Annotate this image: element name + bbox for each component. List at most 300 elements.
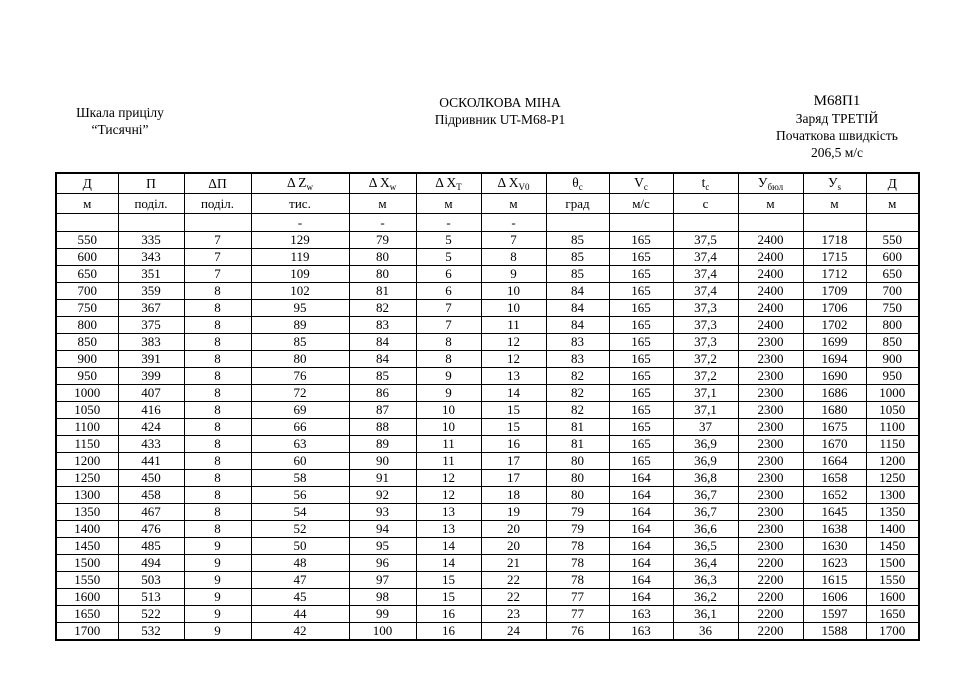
data-cell: 1500 [866,555,919,572]
data-cell: 1664 [803,453,866,470]
column-header-subscript: w [306,182,314,192]
table-row [56,538,919,555]
unit-cell: м [866,194,919,214]
data-cell: 494 [118,555,184,572]
data-cell: 367 [118,300,184,317]
column-header-subscript: c [578,182,583,192]
data-cell: 8 [184,351,251,368]
data-cell: 2300 [738,470,803,487]
data-cell: 37,5 [673,232,738,249]
dash-cell [184,214,251,232]
data-cell: 2400 [738,283,803,300]
data-cell: 13 [416,521,481,538]
data-cell: 19 [481,504,546,521]
table-row [56,623,919,641]
data-cell: 513 [118,589,184,606]
data-cell: 1630 [803,538,866,555]
data-cell: 1615 [803,572,866,589]
data-cell: 165 [609,402,673,419]
data-cell: 850 [866,334,919,351]
data-cell: 77 [546,589,609,606]
column-header-subscript: T [456,182,462,192]
data-cell: 2300 [738,487,803,504]
column-header: $\theta_c$ [546,173,609,194]
data-cell: 102 [251,283,349,300]
data-cell: 650 [866,266,919,283]
table-row [56,606,919,623]
data-cell: 12 [481,351,546,368]
data-cell: 89 [349,436,416,453]
data-cell: 37,4 [673,249,738,266]
table-row [56,487,919,504]
data-cell: 36,9 [673,453,738,470]
data-cell: 2200 [738,555,803,572]
data-cell: 165 [609,368,673,385]
data-cell: 50 [251,538,349,555]
data-cell: 15 [416,572,481,589]
data-cell: 522 [118,606,184,623]
dash-cell [56,214,118,232]
unit-cell: м [803,194,866,214]
data-cell: 36,9 [673,436,738,453]
data-cell: 2200 [738,623,803,641]
column-header: $У_s$ [803,173,866,194]
data-cell: 9 [184,538,251,555]
data-cell: 100 [349,623,416,641]
data-cell: 84 [546,300,609,317]
data-cell: 8 [184,470,251,487]
data-cell: 10 [481,300,546,317]
data-cell: 2300 [738,385,803,402]
data-cell: 1650 [866,606,919,623]
table-row [56,385,919,402]
data-cell: 96 [349,555,416,572]
data-cell: 37,3 [673,334,738,351]
data-cell: 1300 [866,487,919,504]
data-cell: 15 [481,402,546,419]
data-cell: 1150 [866,436,919,453]
table-row [56,351,919,368]
data-cell: 37,2 [673,351,738,368]
data-cell: 163 [609,623,673,641]
data-cell: 1550 [866,572,919,589]
data-cell: 8 [481,249,546,266]
data-cell: 9 [416,368,481,385]
column-header: Δ $Z_w$ [251,173,349,194]
data-cell: 81 [546,419,609,436]
data-cell: 76 [546,623,609,641]
data-cell: 2300 [738,453,803,470]
data-cell: 36,7 [673,487,738,504]
projectile-title: ОСКОЛКОВА МІНА [439,95,561,110]
data-cell: 1600 [56,589,118,606]
data-cell: 78 [546,572,609,589]
column-header-subscript: c [705,182,710,192]
data-cell: 8 [184,402,251,419]
data-cell: 16 [481,436,546,453]
data-cell: 7 [184,266,251,283]
data-cell: 8 [416,334,481,351]
data-cell: 165 [609,266,673,283]
data-cell: 359 [118,283,184,300]
data-cell: 1680 [803,402,866,419]
data-cell: 532 [118,623,184,641]
dash-cell [546,214,609,232]
data-cell: 165 [609,419,673,436]
data-cell: 90 [349,453,416,470]
data-cell: 84 [349,334,416,351]
data-cell: 1050 [56,402,118,419]
table-row [56,368,919,385]
data-cell: 72 [251,385,349,402]
data-cell: 1686 [803,385,866,402]
data-cell: 109 [251,266,349,283]
data-cell: 63 [251,436,349,453]
dash-row [56,214,919,232]
data-cell: 36,3 [673,572,738,589]
data-cell: 750 [866,300,919,317]
data-cell: 7 [416,317,481,334]
dash-cell [866,214,919,232]
data-cell: 85 [349,368,416,385]
data-cell: 165 [609,300,673,317]
data-cell: 89 [251,317,349,334]
data-cell: 22 [481,589,546,606]
data-cell: 66 [251,419,349,436]
fuze-subtitle: Підривник UT-M68-P1 [434,112,566,127]
data-cell: 164 [609,589,673,606]
data-cell: 99 [349,606,416,623]
data-cell: 2200 [738,589,803,606]
data-cell: 119 [251,249,349,266]
column-header: $У_{бюл}$ [738,173,803,194]
data-cell: 800 [56,317,118,334]
data-cell: 1694 [803,351,866,368]
data-cell: 750 [56,300,118,317]
data-cell: 22 [481,572,546,589]
column-header: Д [866,173,919,194]
sight-scale-line2: “Тисячні” [91,122,149,137]
data-cell: 600 [866,249,919,266]
data-cell: 900 [56,351,118,368]
data-cell: 1675 [803,419,866,436]
data-cell: 45 [251,589,349,606]
data-cell: 164 [609,521,673,538]
dash-cell: - [251,214,349,232]
data-cell: 24 [481,623,546,641]
data-cell: 2300 [738,538,803,555]
data-cell: 433 [118,436,184,453]
data-cell: 13 [481,368,546,385]
data-cell: 98 [349,589,416,606]
data-cell: 165 [609,351,673,368]
data-cell: 77 [546,606,609,623]
data-cell: 2300 [738,504,803,521]
data-cell: 1715 [803,249,866,266]
data-cell: 37 [673,419,738,436]
charge-label: Заряд ТРЕТІЙ [795,111,879,126]
data-cell: 79 [546,504,609,521]
data-cell: 165 [609,232,673,249]
data-cell: 2300 [738,334,803,351]
dash-cell [803,214,866,232]
data-cell: 12 [416,470,481,487]
data-cell: 8 [184,300,251,317]
data-cell: 83 [349,317,416,334]
data-cell: 80 [251,351,349,368]
data-cell: 467 [118,504,184,521]
data-cell: 36,4 [673,555,738,572]
data-cell: 1000 [866,385,919,402]
data-cell: 80 [546,487,609,504]
dash-cell: - [349,214,416,232]
data-cell: 1606 [803,589,866,606]
data-cell: 8 [184,504,251,521]
data-cell: 1650 [56,606,118,623]
sight-scale-line1: Шкала прицілу [76,105,164,120]
data-cell: 1623 [803,555,866,572]
unit-cell: поділ. [184,194,251,214]
data-cell: 2300 [738,436,803,453]
data-cell: 13 [416,504,481,521]
column-header: $t_c$ [673,173,738,194]
data-cell: 163 [609,606,673,623]
data-cell: 10 [481,283,546,300]
data-cell: 600 [56,249,118,266]
data-cell: 11 [416,436,481,453]
data-cell: 900 [866,351,919,368]
column-header: $V_c$ [609,173,673,194]
column-symbol-row [56,173,919,194]
data-cell: 1000 [56,385,118,402]
data-cell: 85 [251,334,349,351]
data-cell: 78 [546,538,609,555]
unit-cell: м [481,194,546,214]
data-cell: 36,8 [673,470,738,487]
data-cell: 700 [56,283,118,300]
data-cell: 36,1 [673,606,738,623]
dash-cell [118,214,184,232]
data-cell: 351 [118,266,184,283]
data-cell: 8 [184,317,251,334]
firing-table [55,172,920,641]
data-cell: 88 [349,419,416,436]
data-cell: 36,2 [673,589,738,606]
data-cell: 36 [673,623,738,641]
unit-cell: м [738,194,803,214]
column-header-subscript: c [643,182,648,192]
data-cell: 95 [349,538,416,555]
data-cell: 12 [416,487,481,504]
data-cell: 83 [546,351,609,368]
data-cell: 82 [546,402,609,419]
table-row [56,419,919,436]
data-cell: 165 [609,436,673,453]
data-cell: 17 [481,453,546,470]
data-cell: 14 [416,538,481,555]
table-row [56,572,919,589]
data-cell: 37,1 [673,385,738,402]
data-cell: 1588 [803,623,866,641]
table-row [56,589,919,606]
data-cell: 81 [546,436,609,453]
data-cell: 8 [184,419,251,436]
data-cell: 93 [349,504,416,521]
data-cell: 1700 [56,623,118,641]
data-cell: 8 [184,334,251,351]
data-cell: 20 [481,521,546,538]
data-cell: 36,7 [673,504,738,521]
data-cell: 1200 [56,453,118,470]
data-cell: 165 [609,317,673,334]
data-cell: 164 [609,487,673,504]
table-row [56,453,919,470]
data-cell: 81 [349,283,416,300]
data-cell: 21 [481,555,546,572]
charge-header [728,93,946,161]
data-cell: 56 [251,487,349,504]
data-cell: 2300 [738,351,803,368]
data-cell: 8 [184,385,251,402]
data-cell: 60 [251,453,349,470]
data-cell: 9 [184,606,251,623]
data-cell: 1100 [56,419,118,436]
data-cell: 164 [609,572,673,589]
data-cell: 650 [56,266,118,283]
column-header-subscript: w [389,182,397,192]
data-cell: 10 [416,402,481,419]
data-cell: 2400 [738,300,803,317]
data-cell: 14 [481,385,546,402]
data-cell: 1350 [56,504,118,521]
table-row [56,317,919,334]
data-cell: 550 [866,232,919,249]
table-row [56,266,919,283]
data-cell: 36,6 [673,521,738,538]
data-cell: 1652 [803,487,866,504]
data-cell: 1450 [866,538,919,555]
data-cell: 458 [118,487,184,504]
data-cell: 1350 [866,504,919,521]
data-cell: 2300 [738,402,803,419]
data-cell: 1450 [56,538,118,555]
data-cell: 6 [416,266,481,283]
data-cell: 1690 [803,368,866,385]
data-cell: 44 [251,606,349,623]
data-cell: 343 [118,249,184,266]
data-cell: 69 [251,402,349,419]
data-cell: 7 [184,232,251,249]
sight-scale-header [40,104,200,138]
data-cell: 164 [609,504,673,521]
data-cell: 2400 [738,266,803,283]
data-cell: 80 [349,266,416,283]
data-cell: 37,3 [673,317,738,334]
data-cell: 37,4 [673,266,738,283]
data-cell: 1712 [803,266,866,283]
data-cell: 165 [609,249,673,266]
data-cell: 335 [118,232,184,249]
data-cell: 164 [609,538,673,555]
data-cell: 1050 [866,402,919,419]
unit-cell: м [416,194,481,214]
data-cell: 1100 [866,419,919,436]
unit-cell: м [56,194,118,214]
unit-cell: м [349,194,416,214]
data-cell: 84 [546,283,609,300]
data-cell: 84 [546,317,609,334]
data-cell: 12 [481,334,546,351]
data-cell: 1250 [866,470,919,487]
data-cell: 9 [184,572,251,589]
data-cell: 441 [118,453,184,470]
data-cell: 1658 [803,470,866,487]
column-header: Δ $X_{V0}$ [481,173,546,194]
data-cell: 37,1 [673,402,738,419]
muzzle-velocity-value: 206,5 м/с [810,145,864,160]
data-cell: 1706 [803,300,866,317]
data-cell: 92 [349,487,416,504]
data-cell: 8 [416,351,481,368]
data-cell: 8 [184,283,251,300]
column-header-subscript: s [837,182,842,192]
data-cell: 1300 [56,487,118,504]
data-cell: 485 [118,538,184,555]
data-cell: 16 [416,623,481,641]
column-header: Δ $X_w$ [349,173,416,194]
data-cell: 550 [56,232,118,249]
unit-cell: град [546,194,609,214]
table-row [56,436,919,453]
data-cell: 700 [866,283,919,300]
data-cell: 17 [481,470,546,487]
unit-cell: поділ. [118,194,184,214]
data-cell: 10 [416,419,481,436]
data-cell: 2200 [738,572,803,589]
data-cell: 1150 [56,436,118,453]
unit-cell: с [673,194,738,214]
data-cell: 8 [184,487,251,504]
data-cell: 82 [349,300,416,317]
table-row [56,300,919,317]
data-cell: 399 [118,368,184,385]
data-cell: 1638 [803,521,866,538]
data-cell: 37,4 [673,283,738,300]
table-row [56,334,919,351]
data-cell: 36,5 [673,538,738,555]
data-cell: 97 [349,572,416,589]
data-cell: 37,3 [673,300,738,317]
data-cell: 165 [609,334,673,351]
data-cell: 80 [546,470,609,487]
table-row [56,504,919,521]
data-cell: 91 [349,470,416,487]
data-cell: 164 [609,470,673,487]
data-cell: 23 [481,606,546,623]
projectile-header [365,94,635,128]
data-cell: 95 [251,300,349,317]
data-cell: 79 [349,232,416,249]
data-cell: 2400 [738,249,803,266]
dash-cell [738,214,803,232]
data-cell: 47 [251,572,349,589]
data-cell: 85 [546,232,609,249]
data-cell: 1597 [803,606,866,623]
data-cell: 85 [546,249,609,266]
data-cell: 8 [184,521,251,538]
data-cell: 82 [546,385,609,402]
data-cell: 1699 [803,334,866,351]
